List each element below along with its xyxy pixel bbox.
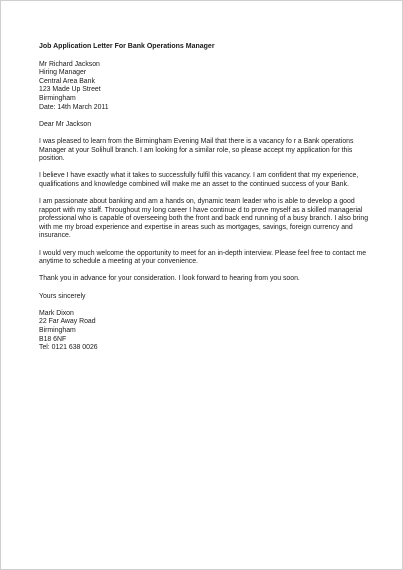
- paragraph-1: [39, 138, 369, 164]
- paragraph-line: Manager at your Solihull branch. I am looking for a similar role, so please accept my application for this: [39, 146, 353, 154]
- sender-address-line: 22 Far Away Road: [39, 318, 96, 326]
- paragraph-line: qualifications and knowledge combined will make me an asset to the continued success of your Bank.: [39, 180, 349, 188]
- salutation: [39, 121, 369, 130]
- paragraph-line: anytime to schedule a meeting at your convenience.: [39, 258, 198, 266]
- letter-date: Date: 14th March 2011: [39, 103, 109, 111]
- paragraph-line: I believe I have exactly what it takes to successfully fulfil this vacancy. I am confident that my experience,: [39, 172, 359, 180]
- paragraph-line: with me my broad experience and expertise in areas such as mortgages, savings, foreign currency and: [39, 223, 353, 231]
- salutation-text: Dear Mr Jackson: [39, 120, 92, 128]
- sender-signature-block: [39, 310, 369, 353]
- closing: [39, 293, 369, 302]
- paragraph-line: position.: [39, 155, 65, 163]
- sender-address-line: Birmingham: [39, 327, 76, 334]
- recipient-line: Mr Richard Jackson: [39, 60, 100, 68]
- recipient-line: Central Area Bank: [39, 77, 95, 85]
- paragraph-line: I am passionate about banking and am a hands on, dynamic team leader who is able to develop a good: [39, 198, 355, 206]
- paragraph-line: rapport with my staff. Throughout my long career I have continue d to prove myself as a skilled managerial: [39, 206, 363, 214]
- sender-postcode: B18 6NF: [39, 335, 67, 343]
- recipient-line: 123 Made Up Street: [39, 86, 101, 94]
- recipient-address: [39, 61, 369, 113]
- paragraph-5: [39, 275, 369, 284]
- recipient-line: Hiring Manager: [39, 69, 87, 77]
- sender-phone: Tel: 0121 638 0026: [39, 344, 98, 352]
- paragraph-4: [39, 250, 369, 267]
- paragraph-2: [39, 172, 369, 189]
- paragraph-line: insurance.: [39, 232, 71, 240]
- closing-text: Yours sincerely: [39, 292, 86, 300]
- letter-body: [39, 43, 369, 353]
- paragraph-line: Thank you in advance for your consideration. I look forward to hearing from you soon.: [39, 275, 300, 283]
- recipient-line: Birmingham: [39, 94, 76, 102]
- sender-name: Mark Dixon: [39, 309, 74, 317]
- paragraph-3: [39, 198, 369, 241]
- paragraph-line: I was pleased to learn from the Birmingham Evening Mail that there is a vacancy fo r a Bank operations: [39, 137, 354, 145]
- paragraph-line: I would very much welcome the opportunity to meet for an in-depth interview. Please feel free to contact me: [39, 249, 367, 257]
- paragraph-line: professional who is capable of overseeing both the front and back end running of a busy branch. I also bring: [39, 215, 369, 223]
- letter-title: Job Application Letter For Bank Operations Manager: [39, 43, 215, 50]
